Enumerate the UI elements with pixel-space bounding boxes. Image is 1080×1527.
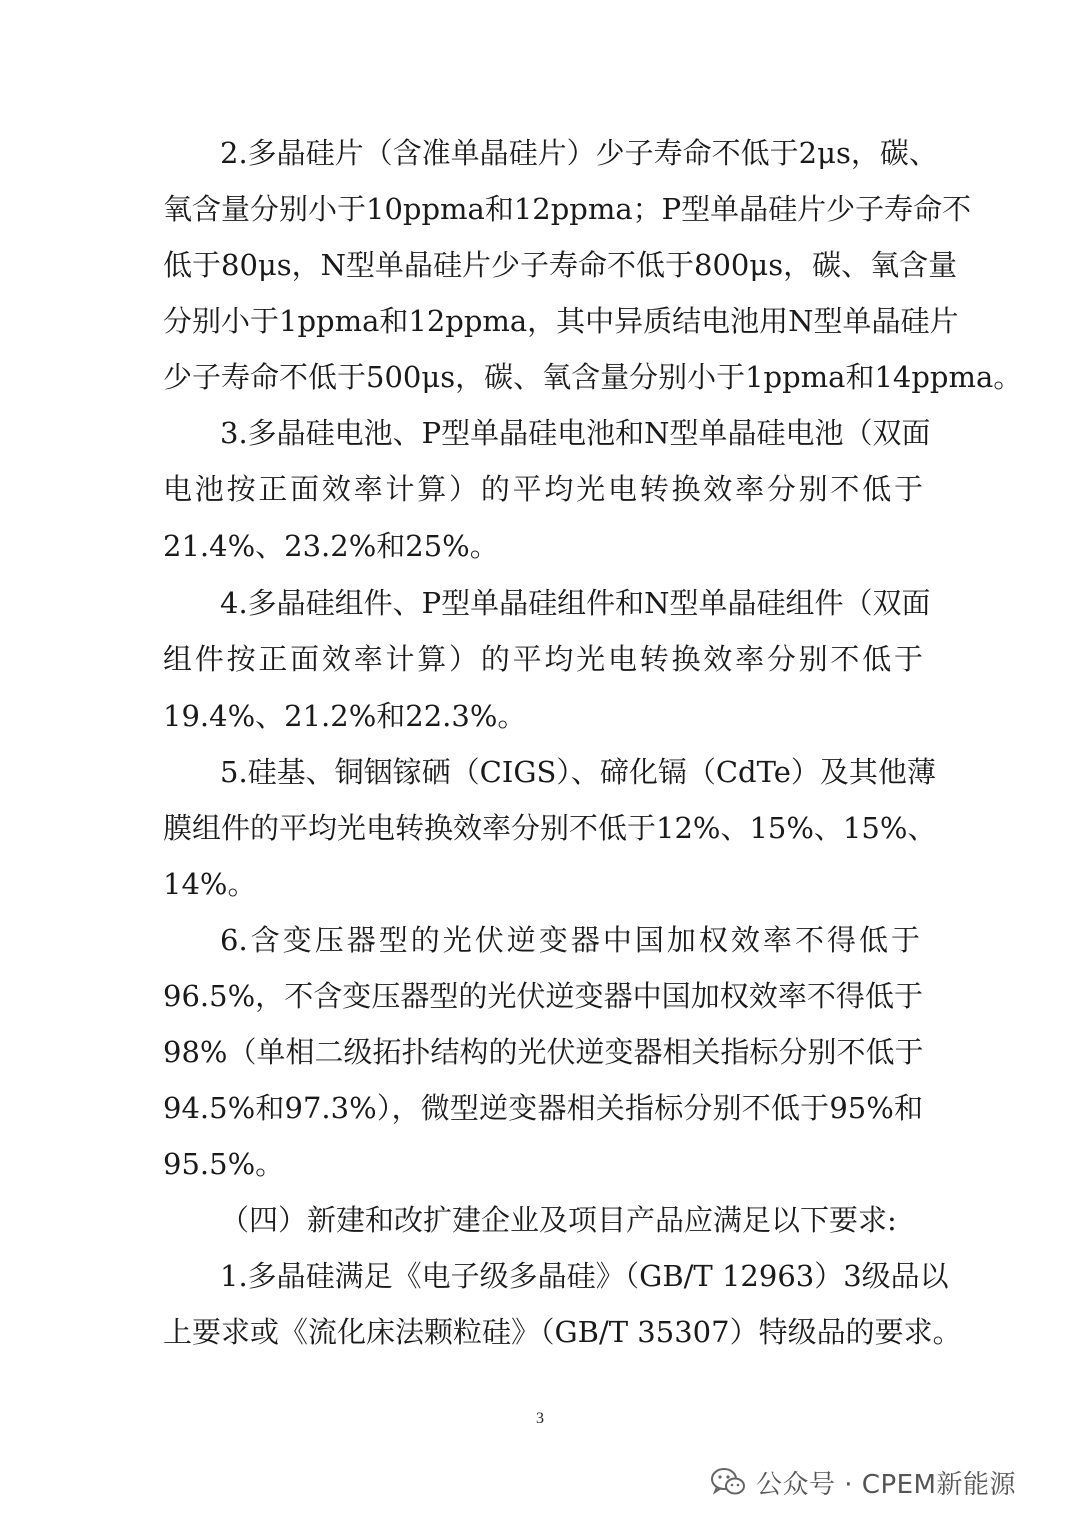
watermark	[710, 1462, 1016, 1502]
text-line: 14%。	[163, 867, 257, 901]
text-line: 2.多晶硅片（含准单晶硅片）少子寿命不低于2μs，碳、	[220, 136, 938, 170]
text-line: 4.多晶硅组件、P型单晶硅组件和N型单晶硅组件（双面	[220, 586, 931, 620]
text-line: 分别小于1ppma和12ppma，其中异质结电池用N型单晶硅片	[163, 304, 959, 338]
text-line: 95.5%。	[163, 1147, 285, 1181]
text-line: 6.含变压器型的光伏逆变器中国加权效率不得低于	[220, 923, 920, 957]
text-line: 氧含量分别小于10ppma和12ppma；P型单晶硅片少子寿命不	[163, 192, 972, 226]
text-line: 98%（单相二级拓扑结构的光伏逆变器相关指标分别不低于	[163, 1035, 924, 1069]
text-line: 少子寿命不低于500μs，碳、氧含量分别小于1ppma和14ppma。	[163, 360, 1023, 394]
text-line: 96.5%，不含变压器型的光伏逆变器中国加权效率不得低于	[163, 979, 923, 1013]
text-line: 21.4%、23.2%和25%。	[163, 529, 499, 563]
text-line: 低于80μs，N型单晶硅片少子寿命不低于800μs，碳、氧含量	[163, 248, 958, 282]
text-line: 5.硅基、铜铟镓硒（CIGS）、碲化镉（CdTe）及其他薄	[220, 755, 936, 789]
text-line: 电池按正面效率计算）的平均光电转换效率分别不低于	[163, 472, 923, 506]
text-line: 94.5%和97.3%），微型逆变器相关指标分别不低于95%和	[163, 1091, 923, 1125]
text-line: 膜组件的平均光电转换效率分别不低于12%、15%、15%、	[163, 811, 937, 845]
watermark-text: 公众号 · CPEM新能源	[756, 1469, 1016, 1500]
text-line: 19.4%、21.2%和22.3%。	[163, 699, 527, 733]
wechat-icon	[710, 1467, 746, 1497]
text-line: 上要求或《流化床法颗粒硅》（GB/T 35307）特级品的要求。	[163, 1315, 962, 1349]
text-line: 1.多晶硅满足《电子级多晶硅》（GB/T 12963）3级品以	[220, 1259, 949, 1293]
text-line: 3.多晶硅电池、P型单晶硅电池和N型单晶硅电池（双面	[220, 416, 931, 450]
section-heading: （四）新建和改扩建企业及项目产品应满足以下要求:	[220, 1203, 897, 1237]
page-number: 3	[536, 1410, 544, 1427]
text-line: 组件按正面效率计算）的平均光电转换效率分别不低于	[163, 642, 923, 676]
